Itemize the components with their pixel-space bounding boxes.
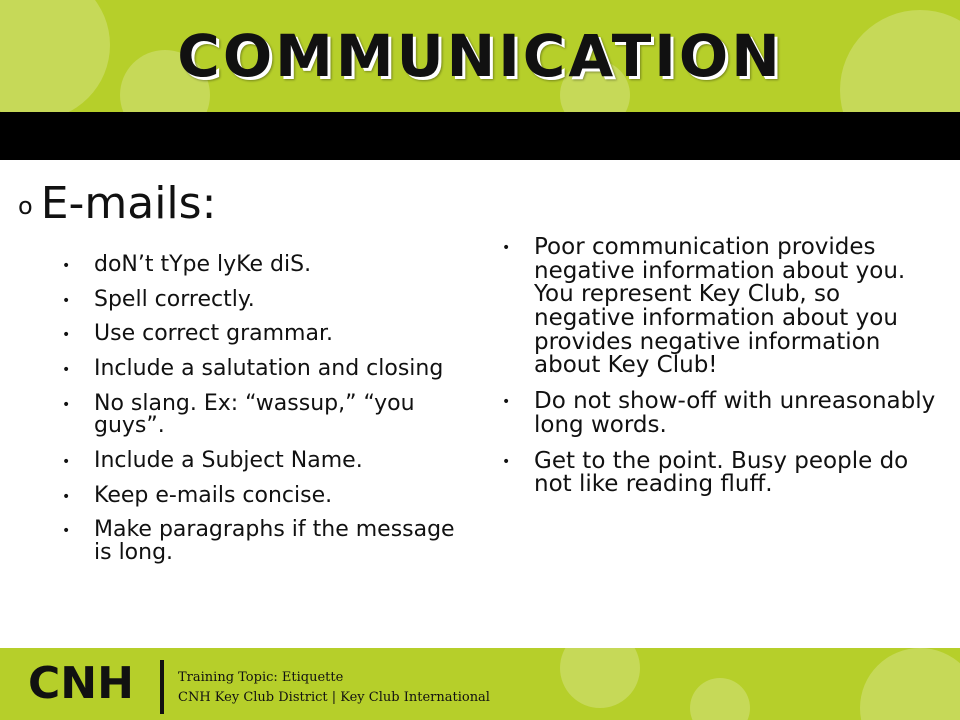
bullet-dot: • bbox=[62, 258, 71, 274]
list-item bbox=[498, 390, 938, 437]
section-heading bbox=[18, 178, 216, 229]
list-item-text: No slang. Ex: “wassup,” “you guys”. bbox=[94, 390, 415, 439]
decor-circle bbox=[690, 678, 750, 720]
list-item bbox=[58, 447, 478, 473]
footer-divider bbox=[160, 660, 164, 714]
section-heading-text: E-mails: bbox=[40, 178, 217, 229]
list-item-text: doN’t tYpe lyKe diS. bbox=[94, 252, 312, 277]
list-item bbox=[498, 447, 938, 498]
list-item bbox=[498, 236, 938, 378]
list-item-text: Get to the point. Busy people do not like reading fluff. bbox=[534, 447, 909, 498]
list-item-text: Spell correctly. bbox=[94, 286, 255, 312]
bullet-dot: • bbox=[62, 488, 71, 505]
bullet-dot: • bbox=[502, 394, 511, 411]
footer-training-topic: Training Topic: Etiquette bbox=[178, 670, 344, 685]
bullet-dot: • bbox=[62, 523, 71, 540]
section-bullet: o bbox=[18, 192, 33, 220]
bullet-dot: • bbox=[62, 453, 71, 470]
footer-organization: CNH Key Club District | Key Club International bbox=[178, 690, 490, 705]
list-item bbox=[58, 355, 478, 381]
decor-circle bbox=[560, 648, 640, 708]
list-item bbox=[58, 390, 478, 439]
bullet-dot: • bbox=[62, 361, 71, 378]
list-item-text: Include a Subject Name. bbox=[94, 447, 363, 473]
list-item-text: Make paragraphs if the message is long. bbox=[94, 517, 455, 565]
decor-circle bbox=[860, 648, 960, 720]
communication-tips-list bbox=[498, 236, 938, 509]
list-item-text: Do not show-off with unreasonably long words. bbox=[534, 388, 936, 438]
email-rules-list bbox=[58, 254, 478, 577]
list-item-text: Include a salutation and closing bbox=[94, 355, 444, 381]
cnh-logo: CNH bbox=[28, 658, 134, 709]
bullet-dot: • bbox=[62, 292, 71, 309]
list-item-text: Poor communication provides negative information about you. You represent Key Club, so negative information about you provides negative information about Key Club! bbox=[534, 234, 906, 379]
bullet-dot: • bbox=[502, 240, 511, 256]
list-item-text: Keep e-mails concise. bbox=[94, 482, 333, 508]
list-item bbox=[58, 286, 478, 312]
slide-title: COMMUNICATION bbox=[177, 22, 783, 90]
list-item bbox=[58, 519, 478, 564]
bullet-dot: • bbox=[62, 396, 71, 413]
title-underbar bbox=[0, 112, 960, 160]
list-item bbox=[58, 254, 478, 277]
bullet-dot: • bbox=[62, 327, 71, 344]
bullet-dot: • bbox=[502, 453, 511, 470]
header-banner bbox=[0, 0, 960, 112]
list-item-text: Use correct grammar. bbox=[94, 321, 333, 347]
list-item bbox=[58, 323, 478, 346]
list-item bbox=[58, 482, 478, 508]
footer-banner bbox=[0, 648, 960, 720]
